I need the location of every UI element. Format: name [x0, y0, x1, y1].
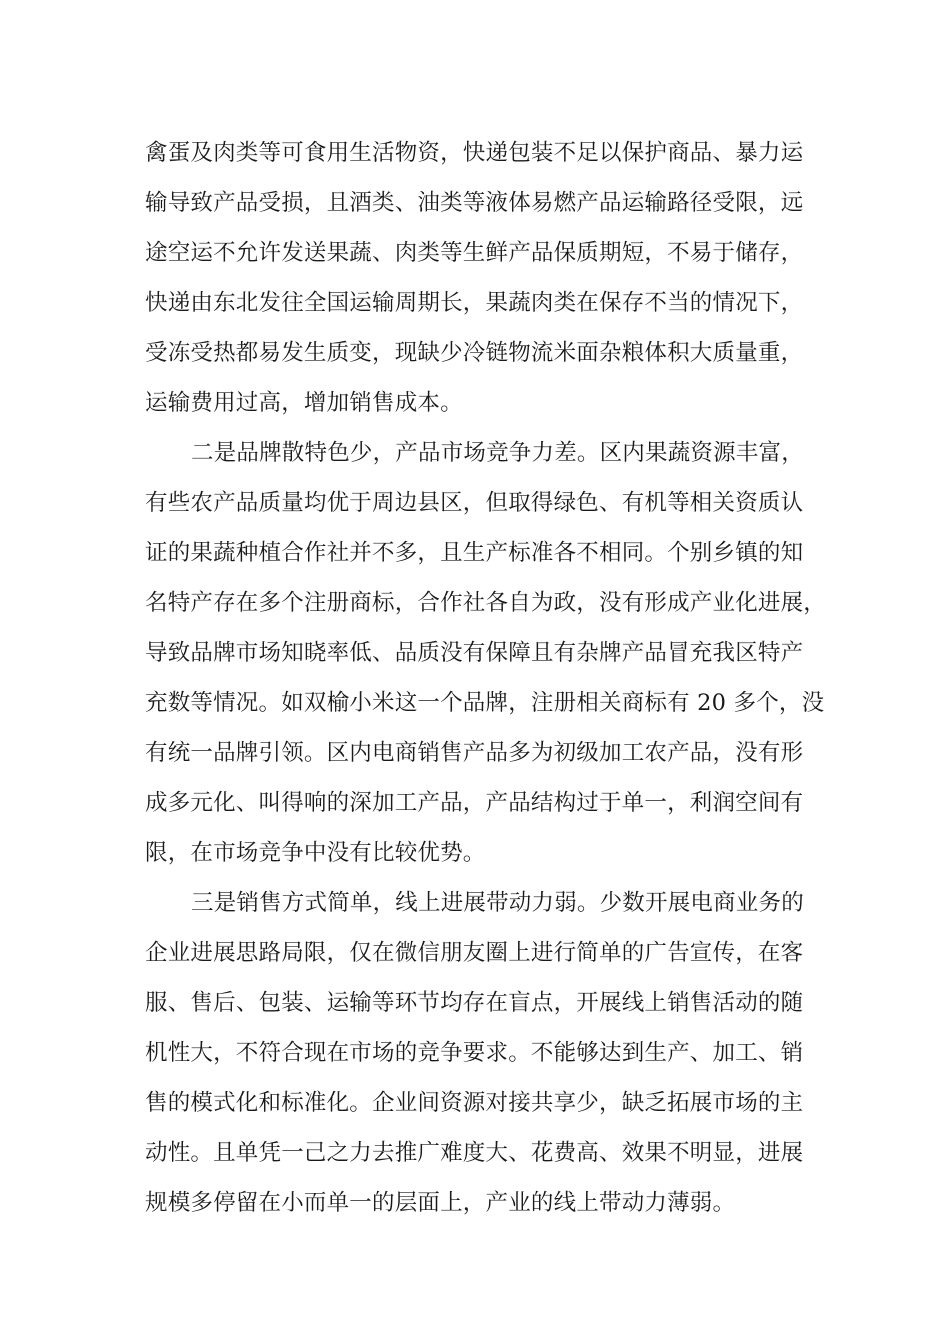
- text-line: 输导致产品受损，且酒类、油类等液体易燃产品运输路径受限，远: [145, 190, 804, 216]
- text-line: 导致品牌市场知晓率低、品质没有保障且有杂牌产品冒充我区特产: [145, 640, 804, 666]
- text-line: 禽蛋及肉类等可食用生活物资，快递包装不足以保护商品、暴力运: [145, 140, 804, 166]
- text-line: 动性。且单凭一己之力去推广难度大、花费高、效果不明显，进展: [145, 1140, 804, 1166]
- text-line: 快递由东北发往全国运输周期长，果蔬肉类在保存不当的情况下，: [145, 290, 804, 316]
- text-line: 充数等情况。如双榆小米这一个品牌，注册相关商标有 20 多个，没: [145, 690, 825, 716]
- text-line: 途空运不允许发送果蔬、肉类等生鲜产品保质期短，不易于储存，: [145, 240, 804, 266]
- text-line: 企业进展思路局限，仅在微信朋友圈上进行简单的广告宣传，在客: [145, 940, 804, 966]
- paragraph-start-line: 三是销售方式简单，线上进展带动力弱。少数开展电商业务的: [191, 890, 804, 916]
- text-line: 售的模式化和标准化。企业间资源对接共享少，缺乏拓展市场的主: [145, 1090, 804, 1116]
- text-line: 机性大，不符合现在市场的竞争要求。不能够达到生产、加工、销: [145, 1040, 804, 1066]
- text-line: 有统一品牌引领。区内电商销售产品多为初级加工农产品，没有形: [145, 740, 804, 766]
- text-line: 有些农产品质量均优于周边县区，但取得绿色、有机等相关资质认: [145, 490, 804, 516]
- text-line: 规模多停留在小而单一的层面上，产业的线上带动力薄弱。: [145, 1190, 736, 1216]
- text-line: 证的果蔬种植合作社并不多，且生产标准各不相同。个别乡镇的知: [145, 540, 804, 566]
- text-line: 限，在市场竞争中没有比较优势。: [145, 840, 486, 866]
- text-line: 成多元化、叫得响的深加工产品，产品结构过于单一，利润空间有: [145, 790, 804, 816]
- text-line: 服、售后、包装、运输等环节均存在盲点，开展线上销售活动的随: [145, 990, 804, 1016]
- text-line: 运输费用过高，增加销售成本。: [145, 390, 463, 416]
- text-line: 受冻受热都易发生质变，现缺少冷链物流米面杂粮体积大质量重，: [145, 340, 804, 366]
- text-line: 名特产存在多个注册商标，合作社各自为政，没有形成产业化进展，: [145, 590, 827, 616]
- paragraph-start-line: 二是品牌散特色少，产品市场竞争力差。区内果蔬资源丰富，: [191, 440, 804, 466]
